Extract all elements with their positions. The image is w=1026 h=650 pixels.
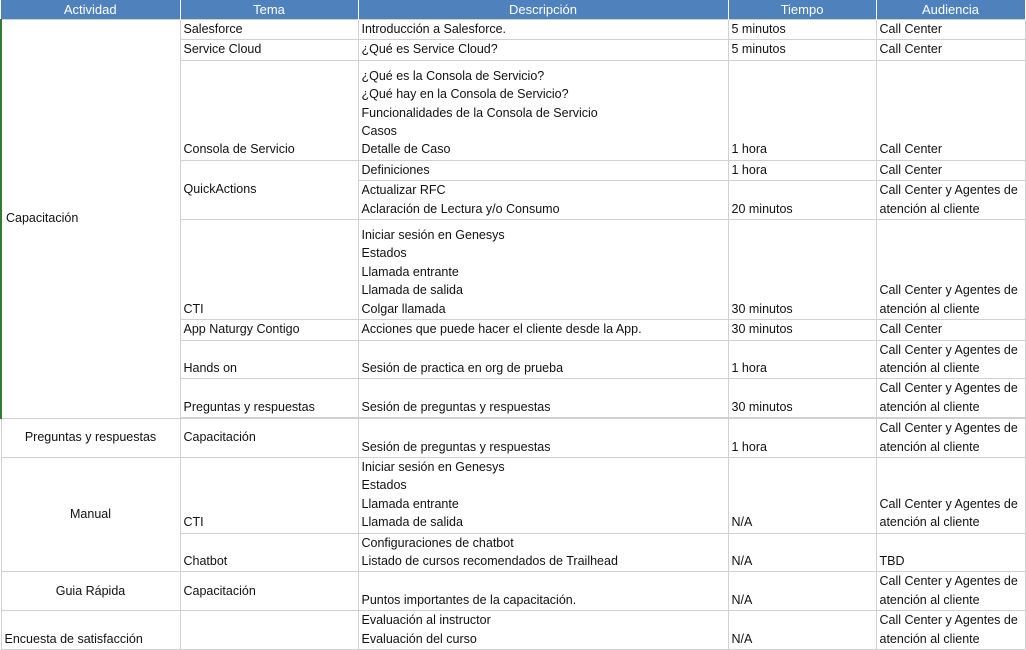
cell-tema[interactable]: Preguntas y respuestas <box>180 379 358 418</box>
aud-line: atención al cliente <box>879 301 980 316</box>
cell-descripcion[interactable] <box>358 160 728 180</box>
aud-line: atención al cliente <box>879 399 980 414</box>
cell-descripcion[interactable] <box>358 419 728 458</box>
cell-descripcion[interactable] <box>358 572 728 611</box>
cell-tiempo[interactable]: N/A <box>728 533 876 572</box>
desc-line: Configuraciones de chatbot <box>361 535 514 550</box>
desc-line: Iniciar sesión en Genesys <box>361 459 505 474</box>
cell-tema[interactable]: App Naturgy Contigo <box>180 320 358 340</box>
cell-descripcion[interactable] <box>358 60 728 160</box>
aud-line: Call Center <box>879 22 943 36</box>
cell-tiempo[interactable]: 30 minutos <box>728 220 876 320</box>
cell-actividad-manual[interactable]: Manual <box>1 457 180 571</box>
desc-line: Colgar llamada <box>361 301 446 316</box>
desc-line: Funcionalidades de la Consola de Servicio <box>361 105 598 120</box>
desc-line: Estados <box>361 246 407 261</box>
desc-line: ¿Qué es Service Cloud? <box>361 42 498 57</box>
cell-audiencia[interactable] <box>876 419 1025 458</box>
aud-line: Call Center <box>879 42 943 57</box>
cell-audiencia[interactable] <box>876 40 1025 60</box>
cell-descripcion[interactable] <box>358 20 728 40</box>
aud-line: atención al cliente <box>879 439 980 454</box>
aud-line: Call Center y Agentes de <box>879 421 1018 436</box>
cell-tiempo[interactable]: 1 hora <box>728 340 876 379</box>
aud-line: Call Center <box>879 162 943 177</box>
aud-line: atención al cliente <box>879 592 980 607</box>
cell-tema[interactable]: Hands on <box>180 340 358 379</box>
cell-descripcion[interactable] <box>358 379 728 418</box>
table-row <box>1 457 1025 533</box>
aud-line: Call Center <box>879 322 943 337</box>
cell-tiempo[interactable]: 1 hora <box>728 60 876 160</box>
aud-line: Call Center y Agentes de <box>879 342 1018 357</box>
desc-line: Listado de cursos recomendados de Trailhead <box>361 553 618 568</box>
cell-tema[interactable] <box>180 611 358 650</box>
desc-line: Llamada entrante <box>361 264 459 279</box>
header-audiencia[interactable]: Audiencia <box>876 0 1025 20</box>
desc-line: Iniciar sesión en Genesys <box>361 228 505 243</box>
cell-tiempo[interactable]: 30 minutos <box>728 320 876 340</box>
cell-tema[interactable]: Chatbot <box>180 533 358 572</box>
desc-line: ¿Qué es la Consola de Servicio? <box>361 68 545 83</box>
cell-tema[interactable]: Service Cloud <box>180 40 358 60</box>
desc-line: Puntos importantes de la capacitación. <box>361 592 577 607</box>
desc-line: Estados <box>361 478 407 493</box>
header-tiempo[interactable]: Tiempo <box>728 0 876 20</box>
cell-tiempo[interactable]: 5 minutos <box>728 20 876 40</box>
cell-audiencia[interactable] <box>876 320 1025 340</box>
table-row <box>1 20 1025 40</box>
cell-audiencia[interactable] <box>876 160 1025 180</box>
aud-line: Call Center y Agentes de <box>879 496 1018 511</box>
table-row <box>1 419 1025 458</box>
cell-descripcion[interactable] <box>358 320 728 340</box>
cell-actividad-encuesta[interactable]: Encuesta de satisfacción <box>1 611 180 650</box>
desc-line: Sesión de preguntas y respuestas <box>361 399 551 414</box>
cell-tiempo[interactable]: 1 hora <box>728 419 876 458</box>
desc-line: Llamada entrante <box>361 496 459 511</box>
cell-tema[interactable]: CTI <box>180 457 358 533</box>
aud-line: Call Center y Agentes de <box>879 381 1018 396</box>
desc-line: Sesión de preguntas y respuestas <box>361 439 551 454</box>
cell-tiempo[interactable]: N/A <box>728 572 876 611</box>
aud-line: TBD <box>879 553 905 568</box>
cell-audiencia[interactable] <box>876 60 1025 160</box>
cell-tema[interactable]: Capacitación <box>180 572 358 611</box>
desc-line: Introducción a Salesforce. <box>361 22 507 36</box>
aud-line: atención al cliente <box>879 515 980 530</box>
cell-tema[interactable]: Salesforce <box>180 20 358 40</box>
desc-line: Detalle de Caso <box>361 142 451 157</box>
cell-tiempo[interactable]: 20 minutos <box>728 181 876 220</box>
cell-audiencia[interactable] <box>876 379 1025 418</box>
cell-tema[interactable]: Consola de Servicio <box>180 60 358 160</box>
cell-audiencia[interactable] <box>876 181 1025 220</box>
cell-tema[interactable]: Capacitación <box>180 419 358 458</box>
cell-descripcion[interactable] <box>358 340 728 379</box>
aud-line: Call Center y Agentes de <box>879 613 1018 628</box>
cell-descripcion[interactable] <box>358 181 728 220</box>
cell-audiencia[interactable] <box>876 220 1025 320</box>
aud-line: atención al cliente <box>879 631 980 646</box>
cell-actividad-capacitacion[interactable]: Capacitación <box>1 20 180 419</box>
desc-line: Evaluación del curso <box>361 631 477 646</box>
desc-line: Llamada de salida <box>361 515 463 530</box>
cell-tiempo[interactable]: 5 minutos <box>728 40 876 60</box>
cell-audiencia[interactable] <box>876 533 1025 572</box>
cell-tiempo[interactable]: 30 minutos <box>728 379 876 418</box>
cell-audiencia[interactable] <box>876 20 1025 40</box>
cell-descripcion[interactable] <box>358 40 728 60</box>
cell-audiencia[interactable] <box>876 572 1025 611</box>
aud-line: atención al cliente <box>879 360 980 375</box>
cell-audiencia[interactable] <box>876 611 1025 650</box>
desc-line: Evaluación al instructor <box>361 613 491 628</box>
aud-line: Call Center y Agentes de <box>879 183 1018 198</box>
cell-actividad-preguntas[interactable]: Preguntas y respuestas <box>1 419 180 458</box>
desc-line: Sesión de practica en org de prueba <box>361 360 564 375</box>
table-row <box>1 611 1025 650</box>
aud-line: atención al cliente <box>879 201 980 216</box>
desc-line: Definiciones <box>361 162 430 177</box>
aud-line: Call Center <box>879 142 943 157</box>
desc-line: Casos <box>361 124 397 139</box>
header-actividad[interactable]: Actividad <box>1 0 180 20</box>
cell-tiempo[interactable]: N/A <box>728 457 876 533</box>
cell-descripcion[interactable] <box>358 611 728 650</box>
cell-actividad-guia[interactable]: Guia Rápida <box>1 572 180 611</box>
cell-audiencia[interactable] <box>876 457 1025 533</box>
aud-line: Call Center y Agentes de <box>879 283 1018 298</box>
header-row <box>1 0 1025 20</box>
desc-line: Actualizar RFC <box>361 183 446 198</box>
header-descripcion[interactable]: Descripción <box>358 0 728 20</box>
cell-tiempo[interactable]: 1 hora <box>728 160 876 180</box>
cell-audiencia[interactable] <box>876 340 1025 379</box>
cell-descripcion[interactable] <box>358 533 728 572</box>
header-tema[interactable]: Tema <box>180 0 358 20</box>
table-row <box>1 572 1025 611</box>
aud-line: Call Center y Agentes de <box>879 574 1018 589</box>
desc-line: Acciones que puede hacer el cliente desde la App. <box>361 322 642 337</box>
cell-tema[interactable]: QuickActions <box>180 160 358 219</box>
cell-descripcion[interactable] <box>358 457 728 533</box>
desc-line: Aclaración de Lectura y/o Consumo <box>361 201 560 216</box>
desc-line: Llamada de salida <box>361 283 463 298</box>
cell-tiempo[interactable]: N/A <box>728 611 876 650</box>
cell-tema[interactable]: CTI <box>180 220 358 320</box>
desc-line: ¿Qué hay en la Consola de Servicio? <box>361 87 569 102</box>
cell-descripcion[interactable] <box>358 220 728 320</box>
